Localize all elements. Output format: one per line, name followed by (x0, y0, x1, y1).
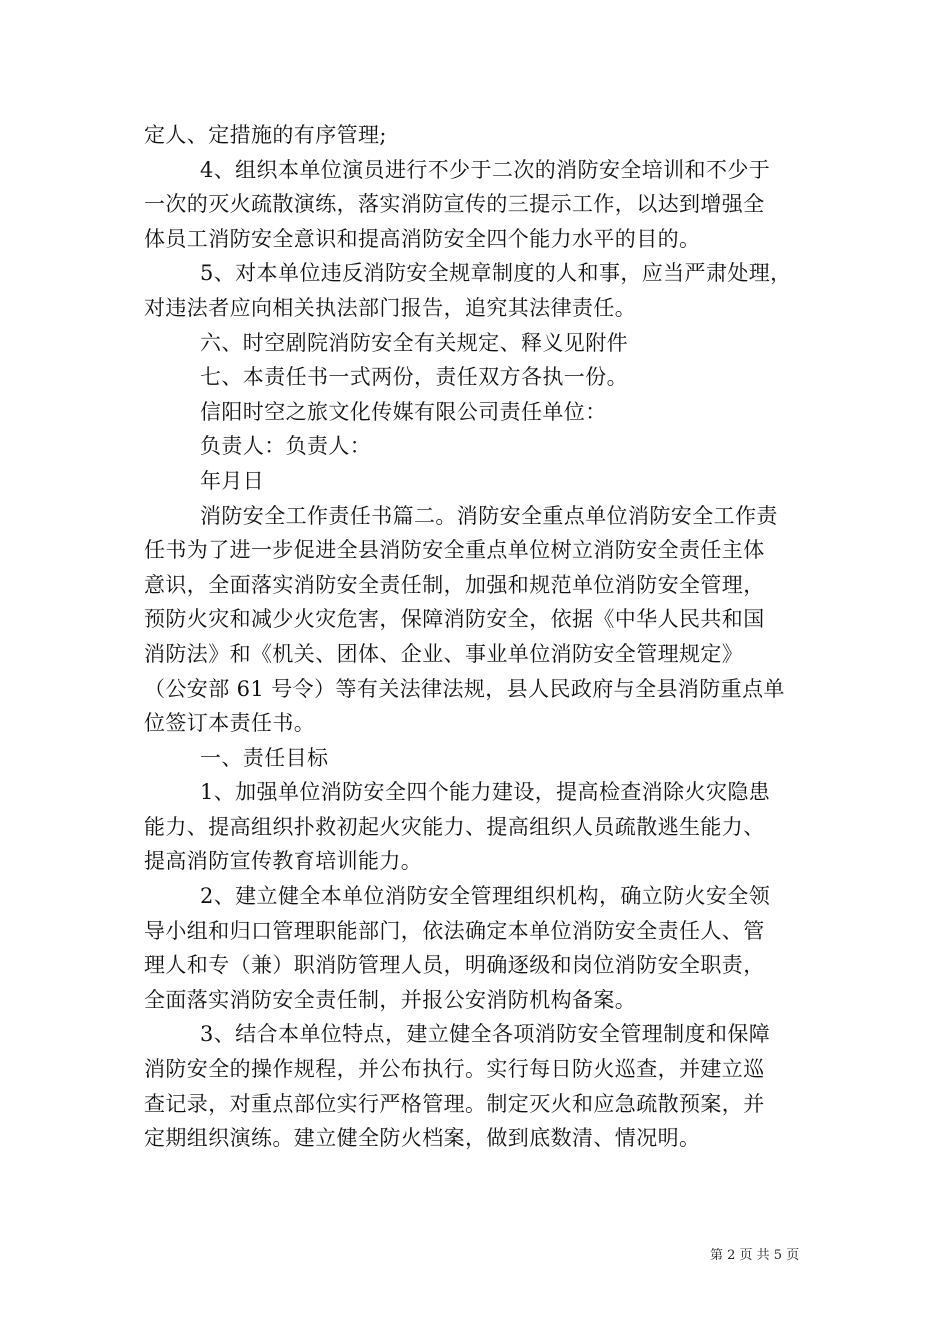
text-line: （公安部 61 号令）等有关法律法规，县人民政府与全县消防重点单 (144, 676, 785, 701)
text-line: 4、组织本单位演员进行不少于二次的消防安全培训和不少于 (200, 157, 771, 182)
text-line: 消防安全的操作规程，并公布执行。实行每日防火巡查，并建立巡 (144, 1057, 765, 1082)
text-line: 定期组织演练。建立健全防火档案，做到底数清、情况明。 (144, 1126, 701, 1151)
text-line: 对违法者应向相关执法部门报告，追究其法律责任。 (144, 295, 637, 320)
text-line: 七、本责任书一式两份，责任双方各执一份。 (200, 365, 628, 390)
text-line: 体员工消防安全意识和提高消防安全四个能力水平的目的。 (144, 226, 701, 251)
page-number: 第 2 页 共 5 页 (710, 1248, 800, 1263)
text-line: 预防火灾和减少火灾危害，保障消防安全，依据《中华人民共和国 (144, 607, 765, 632)
text-line: 位签订本责任书。 (144, 711, 316, 736)
text-line: 查记录，对重点部位实行严格管理。制定灭火和应急疏散预案，并 (144, 1091, 765, 1116)
text-line: 负责人：负责人： (200, 434, 372, 459)
text-line: 全面落实消防安全责任制，并报公安消防机构备案。 (144, 987, 637, 1012)
text-line: 5、对本单位违反消防安全规章制度的人和事，应当严肃处理， (200, 261, 792, 286)
text-line: 能力、提高组织扑救初起火灾能力、提高组织人员疏散逃生能力、 (144, 814, 765, 839)
text-line: 六、时空剧院消防安全有关规定、释义见附件 (200, 330, 628, 355)
text-line: 2、建立健全本单位消防安全管理组织机构，确立防火安全领 (200, 884, 771, 909)
text-line: 消防安全工作责任书篇二。消防安全重点单位消防安全工作责 (200, 503, 778, 528)
text-line: 提高消防宣传教育培训能力。 (144, 849, 423, 874)
text-line: 1、加强单位消防安全四个能力建设，提高检查消除火灾隐患 (200, 780, 771, 805)
text-line: 一、责任目标 (200, 745, 329, 770)
text-line: 3、结合本单位特点，建立健全各项消防安全管理制度和保障 (200, 1022, 771, 1047)
text-line: 定人、定措施的有序管理; (144, 123, 387, 147)
text-line: 理人和专（兼）职消防管理人员，明确逐级和岗位消防安全职责， (144, 953, 765, 978)
text-line: 消防法》和《机关、团体、企业、事业单位消防安全管理规定》 (144, 641, 744, 666)
text-line: 信阳时空之旅文化传媒有限公司责任单位： (200, 399, 607, 424)
text-line: 意识，全面落实消防安全责任制，加强和规范单位消防安全管理， (144, 572, 765, 597)
text-line: 一次的灭火疏散演练，落实消防宣传的三提示工作，以达到增强全 (144, 192, 765, 217)
document-body (144, 118, 810, 1156)
text-line: 年月日 (200, 468, 265, 493)
text-line: 任书为了进一步促进全县消防安全重点单位树立消防安全责任主体 (144, 538, 765, 563)
text-line: 导小组和归口管理职能部门，依法确定本单位消防安全责任人、管 (144, 918, 765, 943)
